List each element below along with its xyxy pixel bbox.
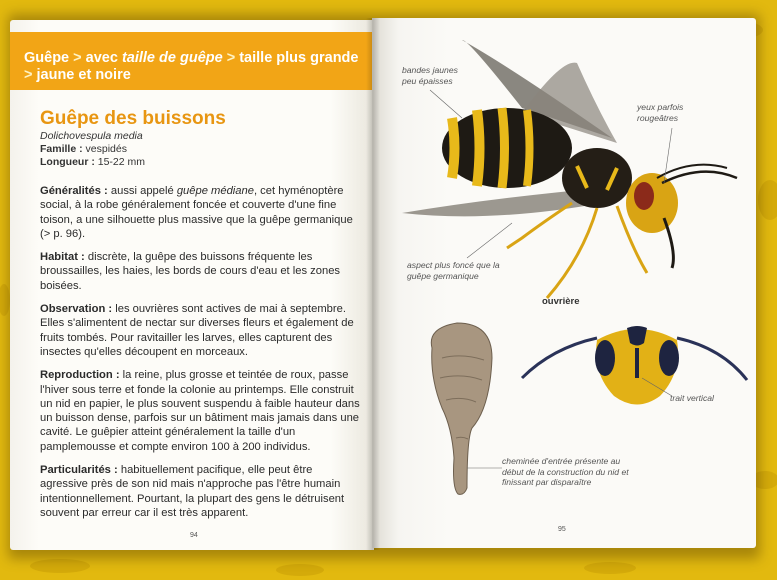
paragraph-particularites — [40, 463, 362, 520]
leader-line — [664, 128, 672, 183]
paragraph-text: la reine, plus grosse et teintée de roux, passe l'hiver sous terre et fonde la colonie au printemps. Elle construit un nid en papier, le plus souvent suspendu à faible hauteur dans un buisson dense, parfois sur un bâtiment mais jamais dans une cavité. Le guêpier atteint généralement la taille d'un pamplemousse et compte environ 100 à 200 individus. — [40, 369, 360, 453]
latin-name: Dolichovespula media — [40, 130, 143, 142]
breadcrumb-item-taille-grande[interactable]: taille plus grande — [239, 50, 359, 66]
leader-line — [467, 223, 512, 258]
family-value: vespidés — [85, 143, 127, 155]
breadcrumb-item-taille-prefix: avec — [85, 50, 122, 66]
paragraph-text: discrète, la guêpe des buissons fréquente les broussailles, les haies, les bords de cours d'eau et les zones boisées. — [40, 251, 341, 292]
paragraph-italic: guêpe médiane — [176, 185, 254, 197]
label-darker: aspect plus foncé que la guêpe germanique — [407, 260, 500, 281]
breadcrumb-separator: > — [24, 67, 33, 83]
length-label: Longueur : — [40, 156, 95, 168]
caption-worker: ouvrière — [542, 296, 580, 307]
leader-line — [430, 90, 462, 118]
breadcrumb — [24, 50, 364, 84]
breadcrumb-banner — [10, 32, 374, 90]
paragraph-label: Généralités : — [40, 185, 108, 197]
paragraph-observation — [40, 302, 362, 359]
left-page — [10, 20, 374, 550]
paragraph-label: Particularités : — [40, 464, 118, 477]
paragraph-habitat — [40, 250, 362, 293]
nest-illustration — [431, 323, 492, 494]
book-gutter — [366, 18, 380, 550]
length-row — [40, 156, 145, 168]
breadcrumb-item-taille[interactable] — [86, 50, 223, 66]
paragraph-label: Observation : — [40, 303, 113, 316]
paragraph-reproduction — [40, 368, 362, 454]
family-row — [40, 143, 127, 155]
label-bands: bandes jaunes peu épaisses — [402, 65, 458, 86]
label-eyes: yeux parfois rougeâtres — [637, 102, 684, 123]
paragraph-text: habituellement pacifique, elle peut être agressive près de son nid mais n'approche pas l'être humain intentionnellement. Pourtant, la plupart des gens le détruisent souvent par erreur car il est très apparent. — [40, 464, 345, 519]
paragraph-text: , cet hyménoptère social, à la robe généralement foncée et couverte d'une fine toison, a une silhouette plus massive que la guêpe germanique (> p. 96). — [40, 185, 353, 240]
page-number-left: 94 — [190, 532, 198, 539]
paragraph-label: Habitat : — [40, 251, 85, 264]
page-number-right: 95 — [558, 526, 566, 533]
paragraph-text: aussi appelé — [110, 185, 177, 197]
breadcrumb-separator: > — [73, 50, 82, 66]
page-title: Guêpe des buissons — [40, 108, 226, 129]
family-label: Famille : — [40, 143, 83, 155]
paragraph-text: les ouvrières sont actives de mai à septembre. Elles s'alimentent de nectar sur diverses fleurs et également de fruits tombés. Pour ravitailler les larves, elles capturent des insectes qu'elles découpent en morceaux. — [40, 303, 354, 358]
breadcrumb-item-taille-italic: taille de guêpe — [121, 50, 223, 66]
length-value: 15-22 mm — [97, 156, 146, 168]
right-page — [372, 18, 756, 548]
breadcrumb-item-jaune-noire[interactable]: jaune et noire — [36, 67, 131, 83]
paragraph-generalites — [40, 184, 362, 241]
breadcrumb-separator: > — [226, 50, 236, 66]
breadcrumb-item-guepe[interactable]: Guêpe — [24, 50, 70, 66]
description-text — [40, 184, 362, 529]
label-chimney: cheminée d'entrée présente au début de la construction du nid et finissant par disparaître — [502, 456, 629, 487]
label-vertical: trait vertical — [670, 393, 714, 403]
paragraph-label: Reproduction : — [40, 369, 120, 382]
